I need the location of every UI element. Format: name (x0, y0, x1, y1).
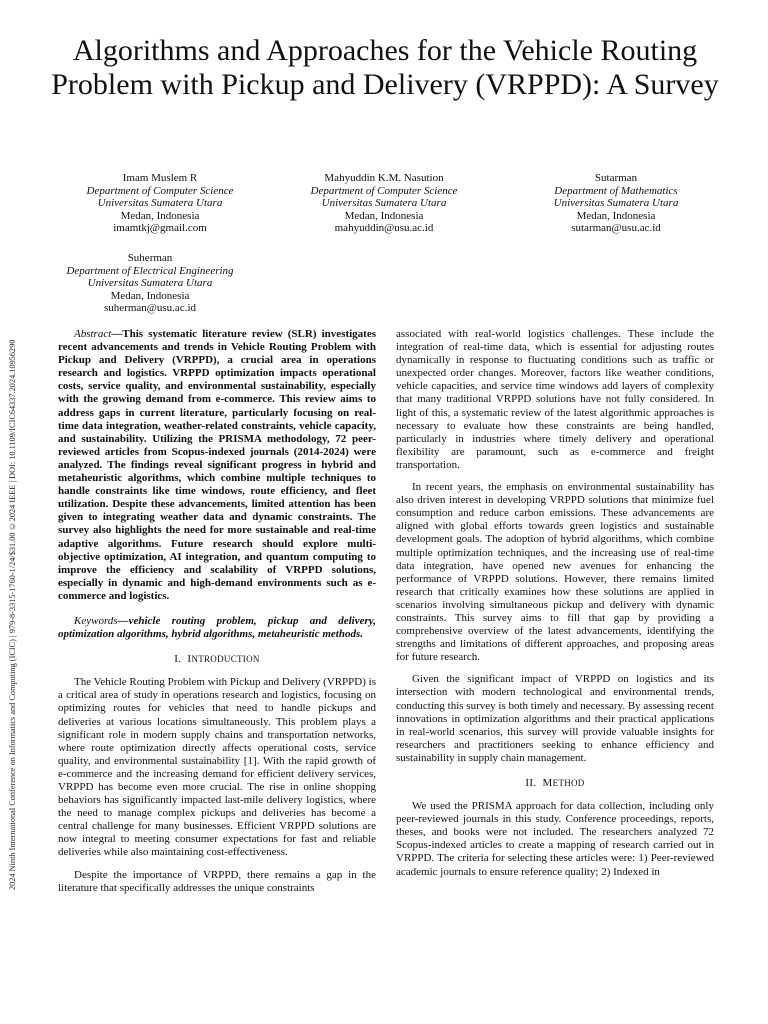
section-number: I. (174, 653, 182, 666)
author-email: sutarman@usu.ac.id (571, 222, 661, 235)
paragraph: We used the PRISMA approach for data collection, including only peer-reviewed journals in this study. Conference proceedings, reports, theses, and books were not included. The researchers analyzed 72 Scopus-indexed articles to create a mapping of research carried out in VRPPD. The criteria for selecting these articles were: 1) Peer-reviewed academic journals to ensure reference quality; 2) Indexed in (396, 800, 714, 878)
section-heading-introduction (58, 653, 376, 666)
author-name: Suherman (127, 252, 173, 264)
author-department: Department of Electrical Engineering (66, 264, 234, 277)
conference-doi-sidebar: 2024 Ninth International Conference on Informatics and Computing (ICIC) | 979-8-3315-1760-1/24/$31.00 ©2024 IEEE | DOI: 10.1109/ICIC64337.2024.10956290 (8, 339, 17, 890)
author-email: imamtkj@gmail.com (113, 222, 207, 235)
paragraph: associated with real-world logistics challenges. These include the integration of real-time data, which is essential for adjusting routes dynamically in response to fluctuating conditions such as traffic or unexpected order changes. Moreover, factors like weather conditions, vehicle capacities, and service time windows add layers of complexity that many traditional VRPPD solutions have not fully considered. In light of this, a systematic review of the latest algorithmic approaches is necessary to evaluate how these constraints are being handled, particularly in industries where timely delivery and operational flexibility are paramount, such as e-commerce and freight transportation. (396, 328, 714, 471)
section-title-initial: M (542, 777, 553, 789)
author-university: Universitas Sumatera Utara (553, 197, 679, 210)
author-city: Medan, Indonesia (120, 209, 200, 222)
author-block-4 (30, 252, 270, 315)
author-department: Department of Mathematics (554, 184, 678, 197)
keywords-body: —vehicle routing problem, pickup and delivery, optimization algorithms, hybrid algorithms, metaheuristic methods. (58, 614, 376, 641)
paragraph: Given the significant impact of VRPPD on logistics and its intersection with modern technological and environmental trends, conducting this survey is both timely and necessary. By assessing recent innovations in optimization algorithms and their practical applications in real-world scenarios, this survey will provide valuable insights for researchers and practitioners seeking to enhance efficiency and sustainability in supply chain management. (396, 673, 714, 764)
paper-title: Algorithms and Approaches for the Vehicle Routing Problem with Pickup and Delivery (VRPPD): A Survey (51, 34, 719, 101)
author-city: Medan, Indonesia (576, 209, 656, 222)
abstract-dash: — (111, 328, 123, 340)
right-column (396, 328, 714, 879)
author-name: Sutarman (594, 172, 638, 184)
abstract-body: This systematic literature review (SLR) investigates recent advancements and trends in Vehicle Routing Problem with Pickup and Delivery (VRPPD), a crucial area in operations research and logistics. VRPPD optimization impacts operational costs, service quality, and environmental sustainability, especially with the growing demand from e-commerce. This review aims to address gaps in current literature, particularly focusing on real-time data integration, weather-related constraints, vehicle capacity, and sustainability. Utilizing the PRISMA methodology, 72 peer-reviewed articles from Scopus-indexed journals (2014-2024) were analyzed. The findings reveal significant progress in hybrid and metaheuristic algorithms, which combine multiple techniques to handle constraints like time windows, route efficiency, and fleet utilization. Despite these advancements, limited attention has been given to integrating weather data and dynamic constraints. The survey also highlights the need for more sustainable and real-time adaptive algorithms. Future research should explore multi-objective optimization, AI integration, and quantum computing to improve the efficiency and scalability of VRPPD solutions, especially in dynamic and high-demand environments such as e-commerce and logistics. (58, 328, 376, 602)
left-column (58, 328, 376, 895)
section-title-rest: ETHOD (552, 778, 585, 788)
author-city: Medan, Indonesia (344, 209, 424, 222)
author-university: Universitas Sumatera Utara (321, 197, 447, 210)
abstract-label: Abstract (74, 328, 112, 340)
author-block-2 (264, 172, 504, 235)
author-name: Mahyuddin K.M. Nasution (324, 172, 444, 184)
section-title-initial: I (187, 653, 192, 666)
keywords-label: Keywords (74, 614, 118, 627)
author-department: Department of Computer Science (310, 184, 458, 197)
author-block-1 (40, 172, 280, 235)
author-university: Universitas Sumatera Utara (97, 197, 223, 210)
section-title-rest: NTRODUCTION (191, 654, 260, 665)
section-number: II. (525, 777, 537, 789)
author-email: mahyuddin@usu.ac.id (334, 222, 434, 235)
author-university: Universitas Sumatera Utara (87, 277, 213, 290)
paragraph: Despite the importance of VRPPD, there remains a gap in the literature that specifically addresses the unique constraints (58, 868, 376, 894)
author-city: Medan, Indonesia (110, 289, 190, 302)
author-email: suherman@usu.ac.id (104, 302, 196, 315)
paragraph: In recent years, the emphasis on environmental sustainability has also driven interest in developing VRPPD solutions that minimize fuel consumption and reduce carbon emissions. These advancements are aligned with global efforts towards green logistics and sustainable development goals. The adoption of hybrid algorithms, which combine multiple optimization techniques, and the increasing use of real-time data integration, have opened new avenues for enhancing the performance of VRPPD solutions. However, there remains limited research that critically examines how these solutions are applied in scenarios involving simultaneous pickup and delivery with dynamic constraints. This survey aims to fill that gap by providing a comprehensive overview of the latest advancements, identifying the strengths and limitations of different approaches, and proposing areas for future research. (396, 481, 714, 664)
author-name: Imam Muslem R (122, 172, 198, 184)
author-department: Department of Computer Science (86, 184, 234, 197)
keywords (58, 615, 376, 641)
abstract (58, 328, 376, 603)
paragraph: The Vehicle Routing Problem with Pickup and Delivery (VRPPD) is a critical area of study in operations research and logistics, focusing on optimizing routes for vehicles that need to handle pickups and deliveries at various locations simultaneously. This problem plays a significant role in modern supply chains and transportation networks, where route optimization directly affects operational costs, service quality, and environmental sustainability [1]. With the rapid growth of e-commerce and the increasing demand for efficient delivery services, VRPPD has become even more crucial. The rise in online shopping behaviors has significantly impacted last-mile delivery logistics, where the need to manage complex pickups and deliveries has become a central challenge for many businesses. Efficient VRPPD solutions are now integral to meeting consumer expectations for fast and reliable deliveries while also maintaining cost-effectiveness. (58, 676, 376, 859)
author-block-3 (496, 172, 736, 235)
section-heading-method (396, 777, 714, 790)
